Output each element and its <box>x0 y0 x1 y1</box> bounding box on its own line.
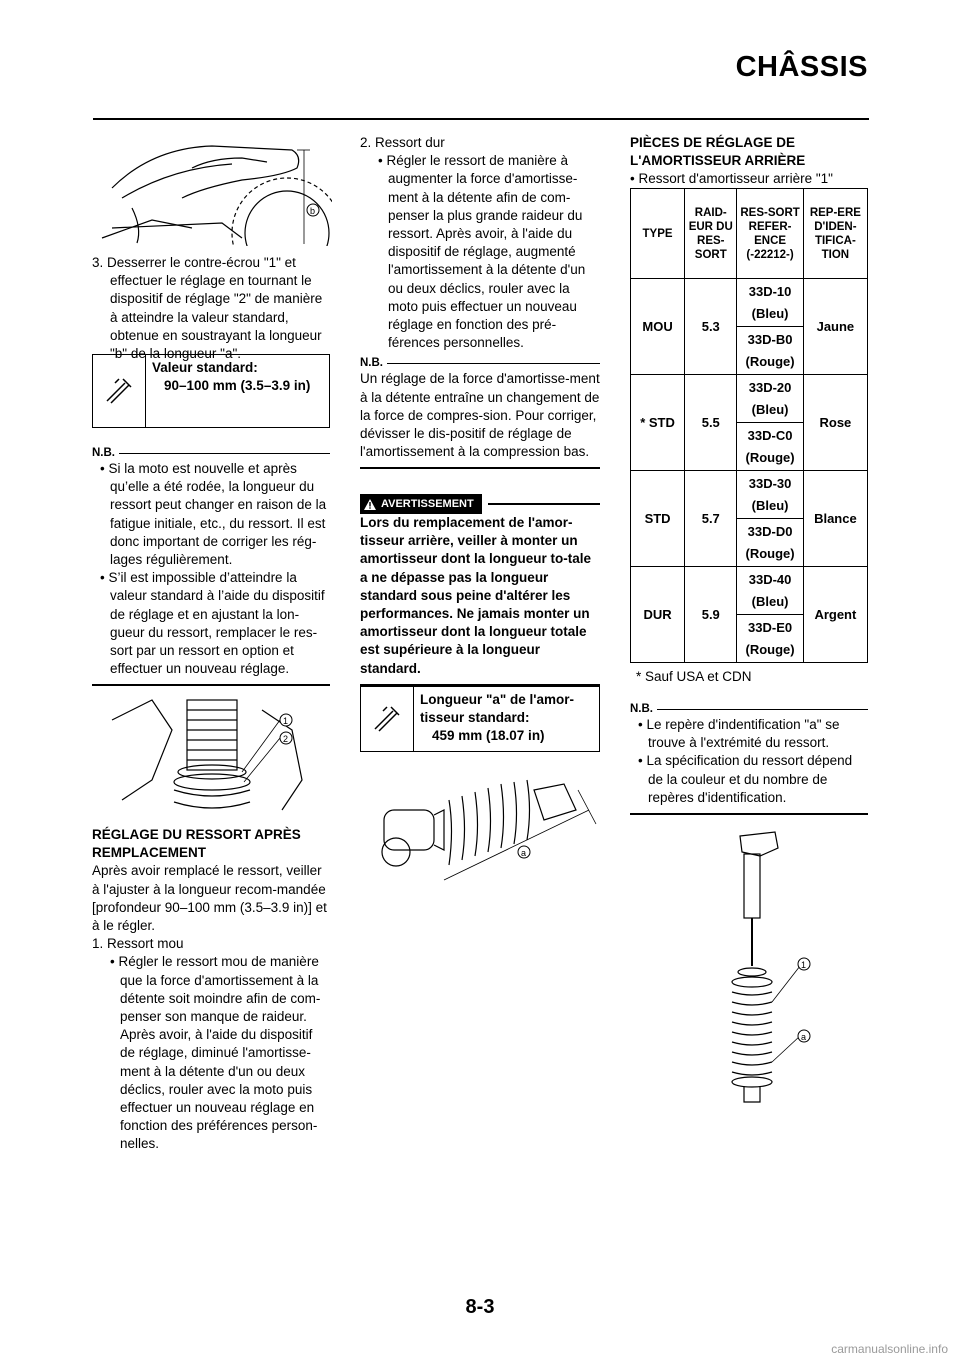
row-rate: 5.9 <box>685 567 737 663</box>
nb-item-1: • Si la moto est nouvelle et après qu’elle a été rodée, la longueur du ressort peut changer en raison de la fatigue initiale, etc., du ressort. Il est donc important de corriger les rég-lages régulièrement. <box>100 461 327 568</box>
th-reference: RES-SORT REFER-ENCE (-22212-) <box>737 189 803 279</box>
nb-heading-2: N.B. <box>360 356 600 370</box>
warning-heading <box>360 494 600 514</box>
row-mark: Argent <box>803 567 867 663</box>
fig4-label-a: a <box>801 1032 807 1042</box>
step-3-text: 3. Desserrer le contre-écrou "1" et effectuer le réglage en tournant le dispositif de réglage "2" de manière à atteindre la valeur standard, obtenue en soustrayant la longueur "b" de la longueur "a". <box>92 255 323 362</box>
rear-wheel-figure <box>92 128 332 246</box>
row-ref-blue: 33D-20 (Bleu) <box>737 375 803 423</box>
row-ref-blue: 33D-40 (Bleu) <box>737 567 803 615</box>
nb-item-2: • S’il est impossible d’atteindre la valeur standard à l’aide du dispositif de réglage et en ajustant la lon-gueur du ressort, remplacer le res-sort par un ressort en option et effectuer un nouveau réglage. <box>100 570 325 677</box>
row-mark: Jaune <box>803 279 867 375</box>
wrench-icon-2 <box>361 687 414 751</box>
row-ref-red: 33D-C0 (Rouge) <box>737 423 803 471</box>
fig3-label-a: a <box>521 848 527 858</box>
shock-length-box <box>360 686 600 752</box>
header-rule <box>93 118 869 120</box>
col3-bullet: • Ressort d'amortisseur arrière "1" <box>630 171 833 187</box>
row-ref-red: 33D-D0 (Rouge) <box>737 519 803 567</box>
nb-heading: N.B. <box>92 446 330 460</box>
row-ref-red: 33D-E0 (Rouge) <box>737 615 803 663</box>
row-mark: Rose <box>803 375 867 471</box>
item-2-bullet: • Régler le ressort de manière à augmenter la force d'amortisse-ment à la détente afin de com-penser la plus grande raideur du ressort. Après avoir, à l'aide du dispositif de réglage, augmenté l'amortissement à la détente d'un ou deux déclics, rouler avec la moto puis effectuer un nouveau réglage en fonction des pré-férences personnelles. <box>378 153 586 351</box>
row-ref-blue: 33D-10 (Bleu) <box>737 279 803 327</box>
footer-watermark[interactable]: carmanualsonline.info <box>831 1342 948 1356</box>
col3-title-line2: L'AMORTISSEUR ARRIÈRE <box>630 153 806 169</box>
th-mark: REP-ERE D'IDEN-TIFICA-TION <box>803 189 867 279</box>
row-rate: 5.3 <box>685 279 737 375</box>
section-intro: Après avoir remplacé le ressort, veiller à l'ajuster à la longueur recom-mandée [profondeur 90–100 mm (3.5–3.9 in)] et à le régler. <box>92 863 327 934</box>
standard-value: 90–100 mm (3.5–3.9 in) <box>164 378 311 393</box>
shock-length-value: 459 mm (18.07 in) <box>432 728 545 743</box>
warning-text: Lors du remplacement de l'amor-tisseur arrière, veiller à monter un amortisseur dont la longueur to-tale a ne dépasse pas la longueur standard sous peine d'altérer les performances. Ne jamais monter un amortisseur dont la longueur totale est supérieure à la longueur standard. <box>360 515 592 676</box>
shock-length-label-1: Longueur "a" de l'amor- <box>420 692 575 707</box>
fig2-label-2: 2 <box>283 734 289 744</box>
row-type: * STD <box>631 375 685 471</box>
fig2-label-1: 1 <box>283 716 289 726</box>
rear-shock-figure <box>364 770 600 890</box>
warning-badge: AVERTISSEMENT <box>360 494 482 514</box>
row-mark: Blance <box>803 471 867 567</box>
table-footnote: * Sauf USA et CDN <box>636 669 752 684</box>
nb3-item-1: • Le repère d'indentification "a" se trouve à l'extrémité du ressort. <box>638 717 840 751</box>
section-title-line2: REMPLACEMENT <box>92 845 206 861</box>
section-title-line1: RÉGLAGE DU RESSORT APRÈS <box>92 827 301 842</box>
spring-spec-table <box>630 188 868 663</box>
item-1-title: 1. Ressort mou <box>92 936 184 952</box>
item-2-title: 2. Ressort dur <box>360 135 445 150</box>
row-rate: 5.7 <box>685 471 737 567</box>
page-title: CHÂSSIS <box>735 51 868 83</box>
fig1-label-b: b <box>310 206 316 216</box>
row-ref-blue: 33D-30 (Bleu) <box>737 471 803 519</box>
col3-title-line1: PIÈCES DE RÉGLAGE DE <box>630 135 796 150</box>
row-type: DUR <box>631 567 685 663</box>
row-type: MOU <box>631 279 685 375</box>
page-number: 8-3 <box>465 1296 495 1318</box>
shock-spring-figure <box>92 690 330 818</box>
nb3-item-2: • La spécification du ressort dépend de la couleur et du nombre de repères d'identification. <box>638 753 853 805</box>
row-rate: 5.5 <box>685 375 737 471</box>
item-1-bullet: • Régler le ressort mou de manière que la force d'amortissement à la détente soit moindre afin de com-penser son manque de raideur. Après avoir, à l'aide du dispositif de réglage, diminué l'amortisse-ment à la détente d'un ou deux déclics, rouler avec la moto puis effectuer un nouveau réglage en fonction des préférences person-nelles. <box>110 954 321 1152</box>
fig4-label-1: 1 <box>801 960 807 970</box>
nb-heading-3: N.B. <box>630 702 868 716</box>
vertical-shock-figure <box>700 826 830 1106</box>
th-type: TYPE <box>631 189 685 279</box>
standard-value-label: Valeur standard: <box>152 360 258 375</box>
shock-length-label-2: tisseur standard: <box>420 710 530 725</box>
nb-text-2: Un réglage de la force d'amortisse-ment à la détente entraîne un changement de la force de compres-sion. Pour corriger, dévisser le dis-positif de réglage de l'amortissement à la compression bas. <box>360 371 600 460</box>
warning-icon <box>364 499 376 510</box>
th-rate: RAID-EUR DU RES-SORT <box>685 189 737 279</box>
row-ref-red: 33D-B0 (Rouge) <box>737 327 803 375</box>
wrench-icon <box>93 355 146 427</box>
standard-value-box <box>92 354 330 428</box>
row-type: STD <box>631 471 685 567</box>
